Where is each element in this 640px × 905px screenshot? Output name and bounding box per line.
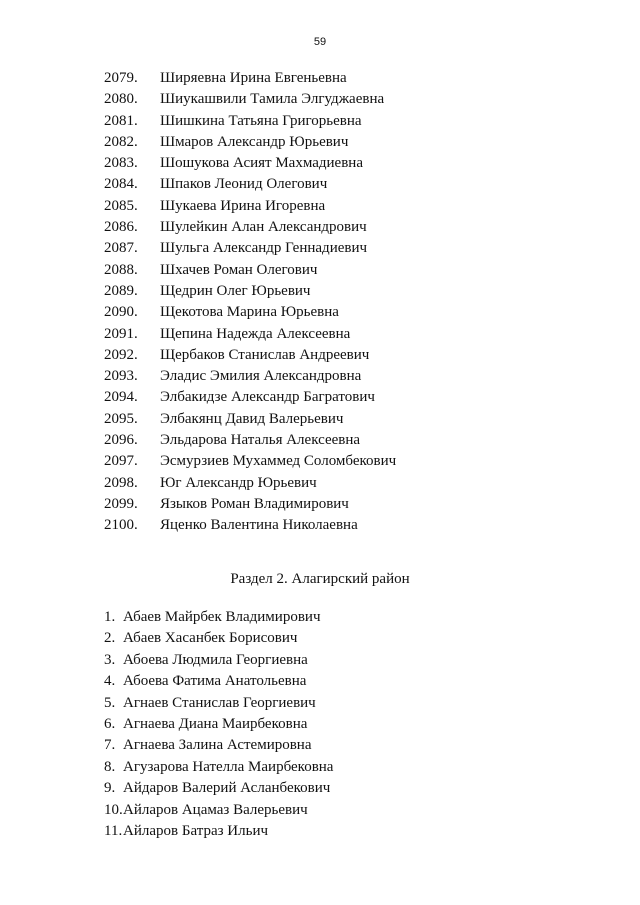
- item-name: Элбакидзе Александр Багратович: [160, 389, 375, 406]
- item-number: 2084.: [104, 176, 138, 193]
- item-name: Абоева Людмила Георгиевна: [123, 651, 308, 668]
- item-number: 6.: [104, 715, 116, 732]
- list-item: [0, 174, 640, 195]
- list-item: [0, 778, 640, 799]
- item-number: 2086.: [104, 219, 138, 236]
- list-item: [0, 757, 640, 778]
- item-name: Элбакянц Давид Валерьевич: [160, 410, 344, 427]
- section-names-list: [0, 607, 640, 842]
- item-number: 2097.: [104, 453, 138, 470]
- list-item: [0, 153, 640, 174]
- item-name: Эсмурзиев Мухаммед Соломбекович: [160, 453, 397, 470]
- list-item: [0, 821, 640, 842]
- item-name: Щедрин Олег Юрьевич: [160, 282, 311, 299]
- item-number: 2090.: [104, 304, 138, 321]
- list-item: [0, 735, 640, 756]
- list-item: [0, 387, 640, 408]
- item-number: 2092.: [104, 346, 138, 363]
- item-name: Шошукова Асият Махмадиевна: [160, 155, 363, 172]
- list-item: [0, 89, 640, 110]
- item-number: 2.: [104, 630, 116, 647]
- item-number: 2099.: [104, 495, 138, 512]
- list-item: [0, 494, 640, 515]
- item-number: 9.: [104, 780, 116, 797]
- item-name: Шишкина Татьяна Григорьевна: [160, 112, 362, 129]
- item-name: Шхачев Роман Олегович: [160, 261, 318, 278]
- item-name: Абаев Хасанбек Борисович: [123, 630, 298, 647]
- item-name: Шиукашвили Тамила Элгуджаевна: [160, 91, 385, 108]
- item-name: Яценко Валентина Николаевна: [160, 517, 358, 534]
- list-item: [0, 693, 640, 714]
- list-item: [0, 132, 640, 153]
- item-number: 4.: [104, 673, 116, 690]
- item-name: Ширяевна Ирина Евгеньевна: [160, 70, 347, 86]
- item-name: Щепина Надежда Алексеевна: [160, 325, 351, 342]
- item-number: 10.: [104, 801, 123, 818]
- item-number: 2100.: [104, 517, 138, 534]
- list-item: [0, 671, 640, 692]
- item-name: Эладис Эмилия Александровна: [160, 368, 362, 385]
- item-number: 2085.: [104, 197, 138, 214]
- list-item: [0, 607, 640, 628]
- item-number: 2079.: [104, 70, 138, 86]
- item-name: Юг Александр Юрьевич: [160, 474, 317, 491]
- item-name: Щекотова Марина Юрьевна: [160, 304, 339, 321]
- list-item: [0, 800, 640, 821]
- item-number: 8.: [104, 758, 116, 775]
- list-item: [0, 324, 640, 345]
- item-name: Агнаев Станислав Георгиевич: [123, 694, 316, 711]
- item-name: Щербаков Станислав Андреевич: [160, 346, 370, 363]
- list-item: [0, 366, 640, 387]
- list-item: [0, 650, 640, 671]
- item-number: 2091.: [104, 325, 138, 342]
- item-name: Агнаева Диана Маирбековна: [123, 715, 308, 732]
- list-item: [0, 451, 640, 472]
- item-number: 3.: [104, 651, 116, 668]
- list-item: [0, 302, 640, 323]
- item-number: 2094.: [104, 389, 138, 406]
- item-name: Айларов Батраз Ильич: [123, 822, 269, 839]
- list-item: [0, 409, 640, 430]
- list-item: [0, 515, 640, 536]
- item-number: 2082.: [104, 133, 138, 150]
- item-name: Эльдарова Наталья Алексеевна: [160, 432, 361, 449]
- item-number: 2098.: [104, 474, 138, 491]
- item-number: 2080.: [104, 91, 138, 108]
- item-number: 2081.: [104, 112, 138, 129]
- section-title: Раздел 2. Алагирский район: [230, 571, 410, 587]
- list-item: [0, 238, 640, 259]
- item-number: 7.: [104, 737, 116, 754]
- item-number: 11.: [104, 822, 123, 839]
- item-name: Агнаева Залина Астемировна: [123, 737, 312, 754]
- list-item: [0, 473, 640, 494]
- item-number: 2093.: [104, 368, 138, 385]
- list-item: [0, 430, 640, 451]
- item-number: 2087.: [104, 240, 138, 257]
- item-name: Абоева Фатима Анатольевна: [123, 673, 307, 690]
- item-number: 2096.: [104, 432, 138, 449]
- item-name: Шмаров Александр Юрьевич: [160, 133, 349, 150]
- page-number: 59: [313, 36, 327, 48]
- item-number: 5.: [104, 694, 116, 711]
- list-item: [0, 714, 640, 735]
- list-item: [0, 281, 640, 302]
- item-number: 2083.: [104, 155, 138, 172]
- item-name: Шульга Александр Геннадиевич: [160, 240, 368, 257]
- names-list-continued: [0, 68, 640, 537]
- item-name: Айдаров Валерий Асланбекович: [123, 780, 331, 797]
- list-item: [0, 217, 640, 238]
- item-name: Шукаева Ирина Игоревна: [160, 197, 326, 214]
- item-name: Абаев Майрбек Владимирович: [123, 609, 321, 625]
- item-name: Шпаков Леонид Олегович: [160, 176, 328, 193]
- item-name: Агузарова Нателла Маирбековна: [123, 758, 334, 775]
- list-item: [0, 345, 640, 366]
- list-item: [0, 628, 640, 649]
- item-number: 1.: [104, 609, 116, 625]
- list-item: [0, 196, 640, 217]
- list-item: [0, 111, 640, 132]
- item-number: 2088.: [104, 261, 138, 278]
- item-name: Языков Роман Владимирович: [160, 495, 349, 512]
- item-number: 2089.: [104, 282, 138, 299]
- item-number: 2095.: [104, 410, 138, 427]
- item-name: Айларов Ацамаз Валерьевич: [123, 801, 308, 818]
- list-item: [0, 260, 640, 281]
- list-item: [0, 68, 640, 89]
- item-name: Шулейкин Алан Александрович: [160, 219, 367, 236]
